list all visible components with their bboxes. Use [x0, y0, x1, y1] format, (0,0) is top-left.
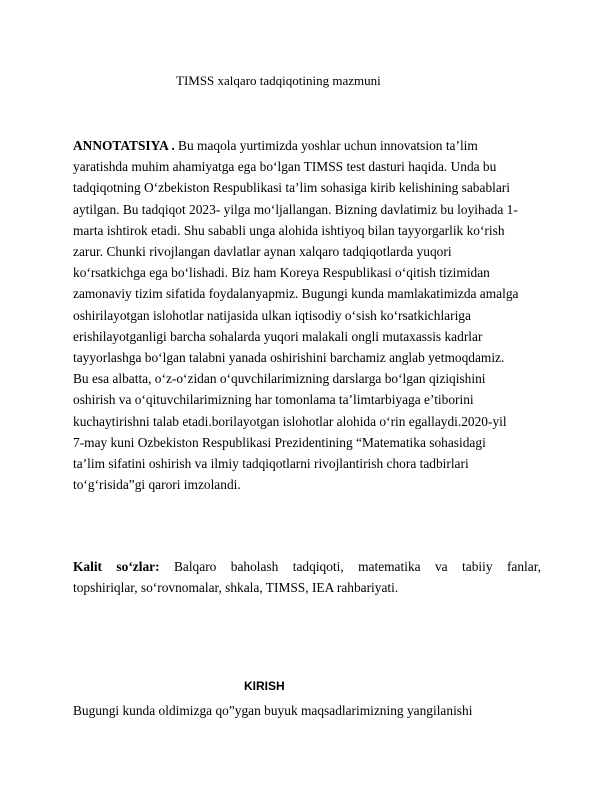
abstract-paragraph: [73, 135, 543, 495]
abstract-label: ANNOTATSIYA .: [73, 138, 175, 153]
abstract-line: erishilayotganligi barcha sohalarda yuqori malakali ongli mutaxassis kadrlar: [73, 328, 483, 344]
abstract-line: to‘g‘risida”gi qarori imzolandi.: [73, 477, 241, 493]
abstract-line: tayyorlashga bo‘lgan talabni yanada oshirishini barchamiz anglab yetmoqdamiz.: [73, 350, 505, 366]
abstract-line: zamonaviy tizim sifatida foydalanyapmiz. Bugungi kunda mamlakatimizda amalga: [73, 286, 519, 302]
abstract-line: oshirish va o‘qituvchilarimizning har tomonlama ta’limtarbiyaga e’tiborini: [73, 392, 474, 408]
abstract-line: aytilgan. Bu tadqiqot 2023- yilga mo‘ljallangan. Bizning davlatimiz bu loyihada 1-: [73, 201, 518, 217]
keywords-paragraph: [73, 556, 541, 598]
intro-first-line: Bugungi kunda oldimizga qo”ygan buyuk maqsadlarimizning yangilanishi: [73, 703, 473, 718]
abstract-line: marta ishtirok etadi. Shu sababli unga alohida ishtiyoq bilan tayyorgarlik ko‘rish: [73, 222, 505, 238]
abstract-line: ta’lim sifatini oshirish va ilmiy tadqiqotlarni rivojlantirish chora tadbirlari: [73, 456, 469, 472]
document-title: TIMSS xalqaro tadqiqotining mazmuni: [176, 73, 381, 88]
keywords-first-line-text: Balqaro baholash tadqiqoti, matematika va tabiiy fanlar,: [159, 559, 541, 574]
abstract-line: Bu esa albatta, o‘z-o‘zidan o‘quvchilarimizning darslarga bo‘lgan qiziqishini: [73, 371, 486, 387]
abstract-line: oshirilayotgan islohotlar natijasida ulkan iqtisodiy o‘sish ko‘rsatkichlariga: [73, 307, 471, 323]
abstract-line: ko‘rsatkichga ega bo‘lishadi. Biz ham Koreya Respublikasi o‘qitish tizimidan: [73, 265, 490, 281]
abstract-first-line-text: Bu maqola yurtimizda yoshlar uchun innovatsion ta’lim: [174, 138, 478, 153]
keywords-line: topshiriqlar, so‘rovnomalar, shkala, TIMSS, IEA rahbariyati.: [73, 580, 399, 596]
abstract-line: tadqiqotning O‘zbekiston Respublikasi ta’lim sohasiga kirib kelishining sabablari: [73, 180, 510, 196]
section-heading: KIRISH: [244, 679, 285, 693]
keywords-line: [73, 556, 541, 577]
keywords-label: Kalit so‘zlar:: [73, 559, 160, 574]
abstract-line: kuchaytirishni talab etadi.borilayotgan islohotlar alohida o‘rin egallaydi.2020-yil: [73, 413, 507, 429]
abstract-line: yaratishda muhim ahamiyatga ega bo‘lgan TIMSS test dasturi haqida. Unda bu: [73, 159, 497, 175]
abstract-line: zarur. Chunki rivojlangan davlatlar aynan xalqaro tadqiqotlarda yuqori: [73, 244, 452, 260]
abstract-line: 7-may kuni Ozbekiston Respublikasi Prezidentining “Matematika sohasidagi: [73, 434, 486, 450]
abstract-line: [73, 135, 543, 156]
